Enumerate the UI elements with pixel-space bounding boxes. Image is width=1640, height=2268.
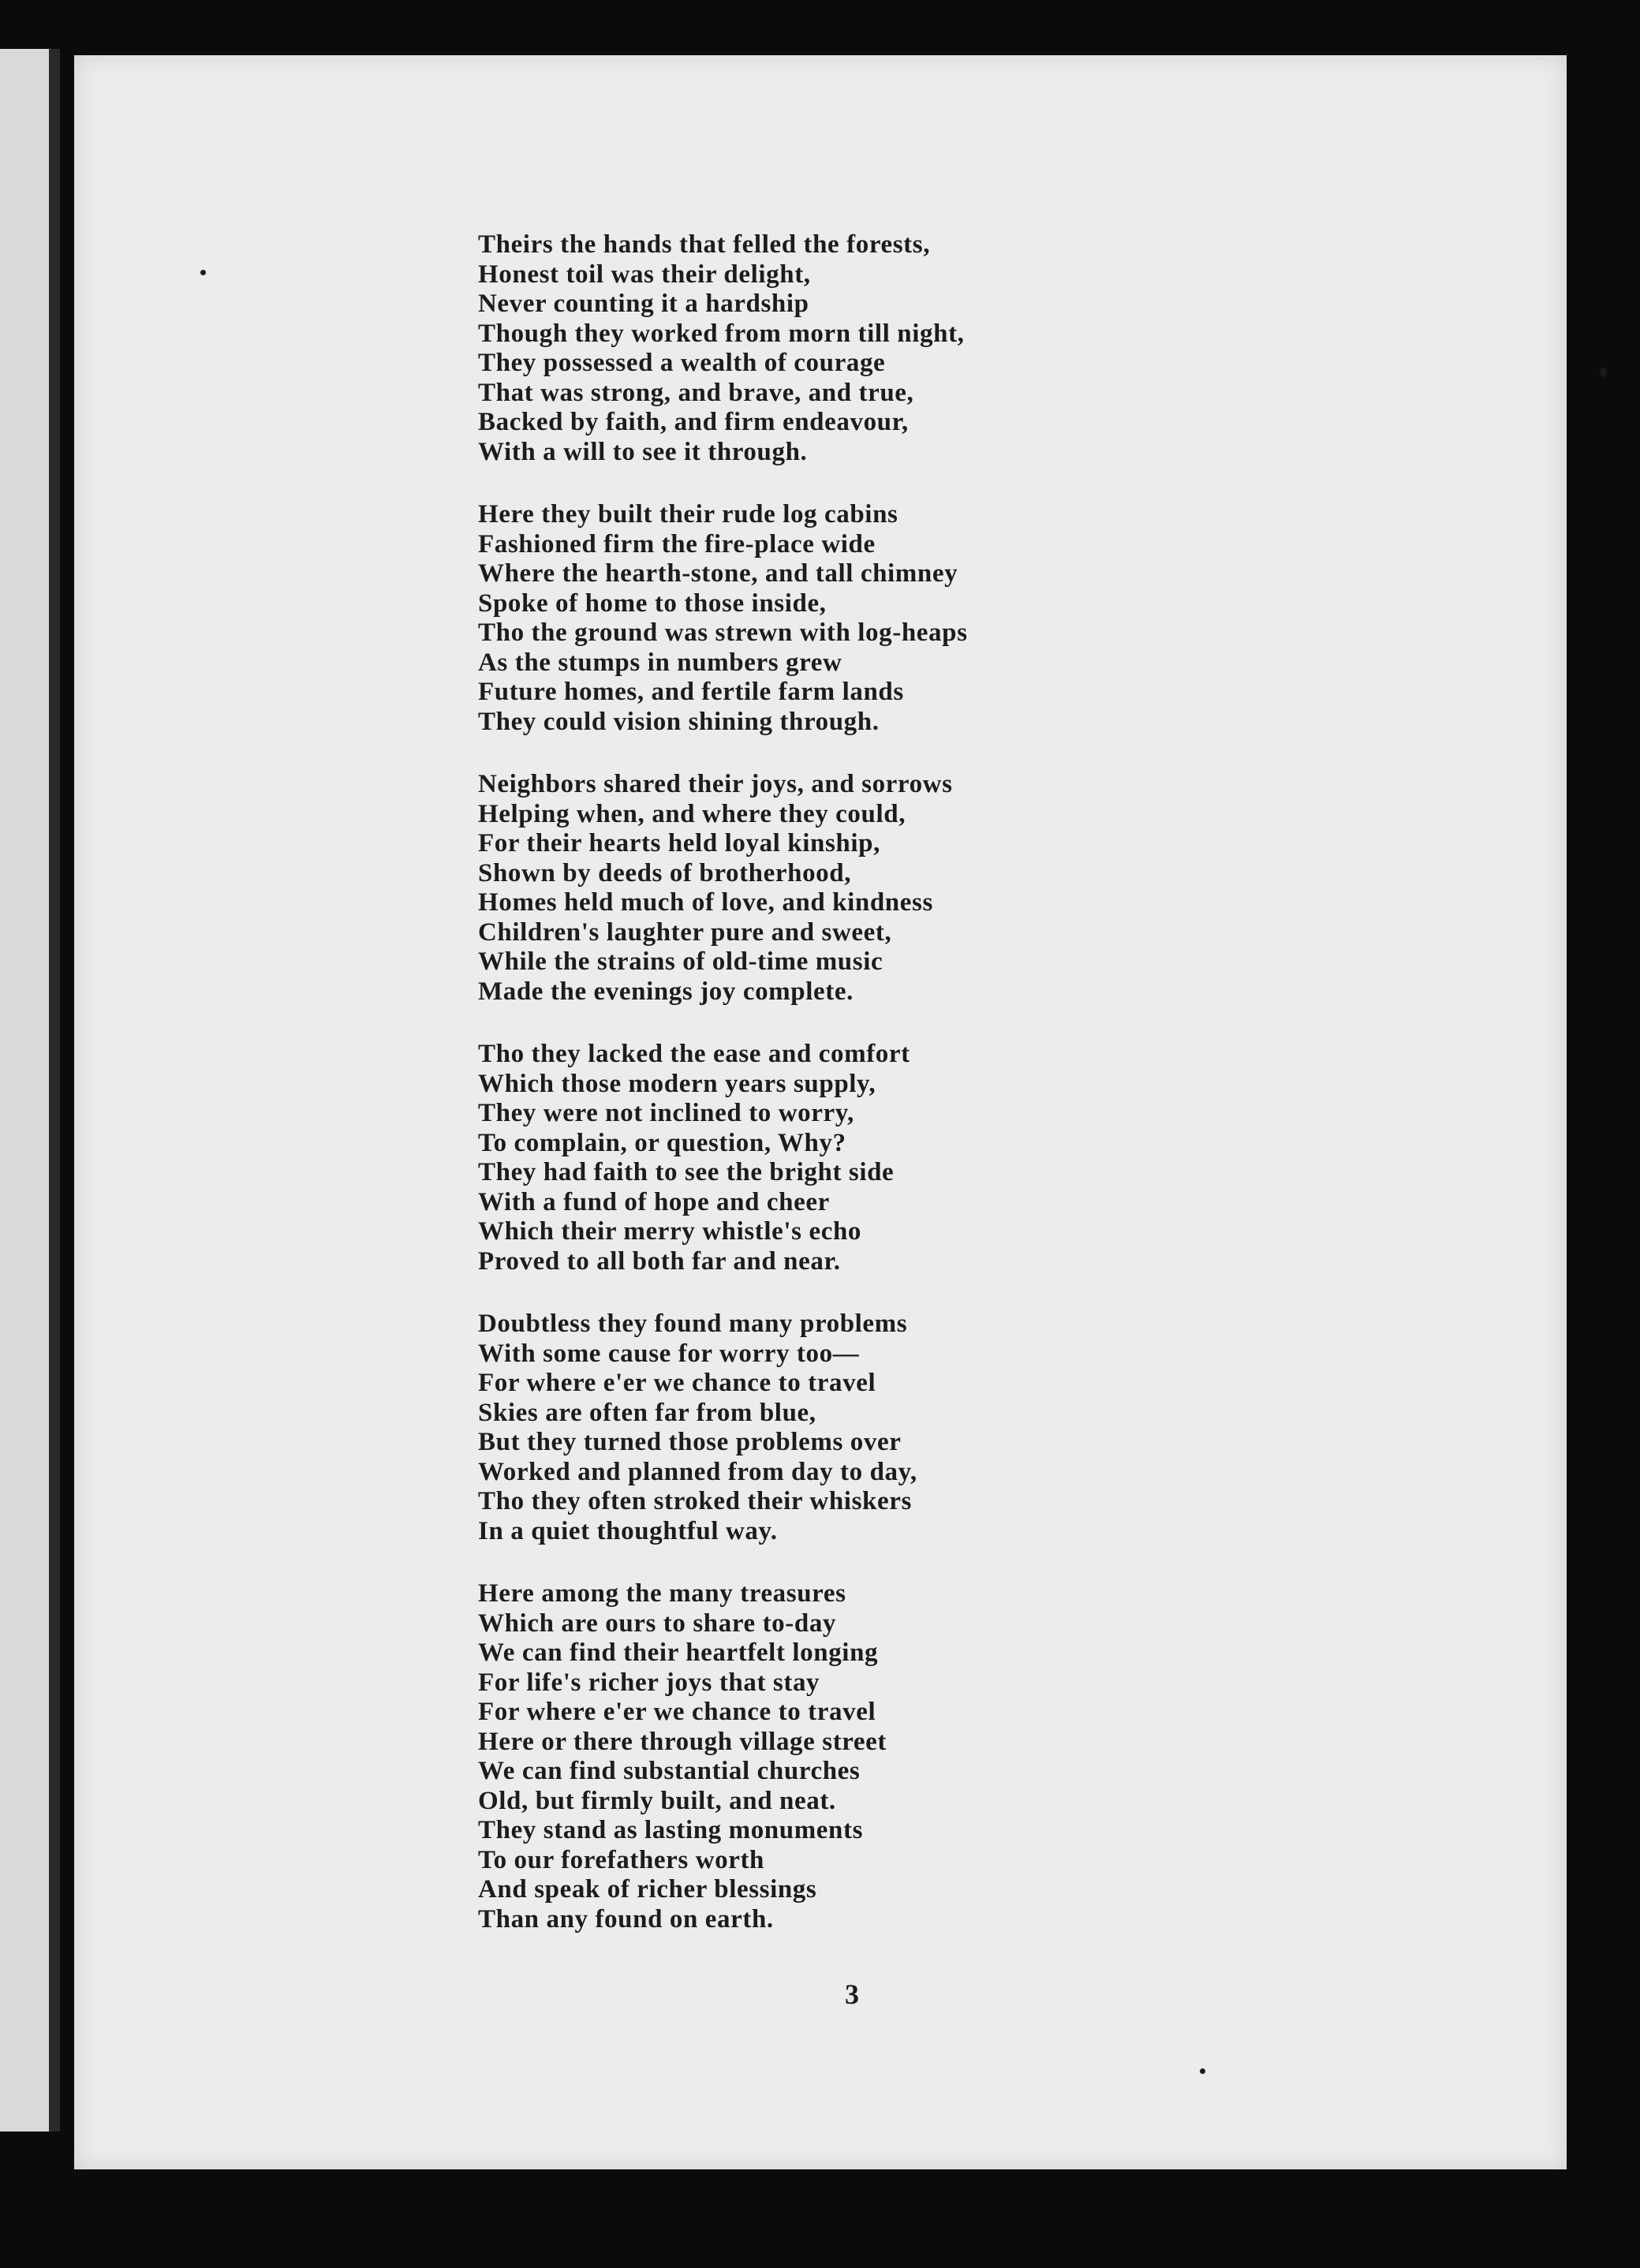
poem-line: Doubtless they found many problems [478, 1310, 908, 1338]
poem-line: To complain, or question, Why? [478, 1128, 846, 1157]
poem-line: With a will to see it through. [478, 437, 808, 466]
poem-line: Children's laughter pure and sweet, [478, 917, 892, 947]
poem-line: Which their merry whistle's echo [478, 1217, 862, 1246]
poem-line: With some cause for worry too— [478, 1339, 860, 1368]
poem-line: They had faith to see the bright side [478, 1158, 895, 1186]
stanza [478, 1310, 1298, 1546]
poem-line: While the strains of old-time music [478, 947, 884, 976]
poem-line: And speak of richer blessings [478, 1875, 817, 1904]
poem-line: We can find substantial churches [478, 1757, 861, 1785]
poem-line: That was strong, and brave, and true, [478, 378, 914, 407]
poem-line: Backed by faith, and firm endeavour, [478, 408, 909, 436]
poem-line: As the stumps in numbers grew [478, 648, 842, 677]
poem-line: They possessed a wealth of courage [478, 349, 886, 377]
poem-line: Than any found on earth. [478, 1904, 774, 1934]
poem-line: For where e'er we chance to travel [478, 1369, 876, 1397]
stanza [478, 1579, 1298, 1934]
stanza [478, 770, 1298, 1007]
poem-line: Where the hearth-stone, and tall chimney [478, 559, 958, 588]
poem-line: Neighbors shared their joys, and sorrows [478, 770, 953, 798]
stanza [478, 230, 1298, 467]
poem-line: Honest toil was their delight, [478, 260, 811, 289]
poem-line: For life's richer joys that stay [478, 1668, 820, 1697]
book-page [74, 55, 1567, 2169]
poem-line: They were not inclined to worry, [478, 1099, 854, 1127]
poem-line: Here or there through village street [478, 1727, 887, 1756]
poem-line: Which are ours to share to-day [478, 1609, 837, 1638]
poem-line: In a quiet thoughtful way. [478, 1516, 778, 1545]
poem-line: Tho they lacked the ease and comfort [478, 1040, 910, 1068]
poem-line: To our forefathers worth [478, 1845, 765, 1874]
stanza [478, 500, 1298, 737]
poem-line: Theirs the hands that felled the forests, [478, 230, 931, 259]
poem-line: But they turned those problems over [478, 1428, 902, 1456]
page-number: 3 [845, 1978, 859, 2010]
poem-line: Made the evenings joy complete. [478, 977, 854, 1006]
poem-line: Helping when, and where they could, [478, 799, 906, 828]
poem-line: Future homes, and fertile farm lands [478, 678, 904, 706]
poem-line: Tho the ground was strewn with log-heaps [478, 618, 968, 647]
stanza [478, 1040, 1298, 1276]
poem-line: Old, but firmly built, and neat. [478, 1786, 836, 1815]
poem-line: Homes held much of love, and kindness [478, 888, 933, 917]
dust-speck [200, 270, 206, 275]
dust-speck [1200, 2068, 1205, 2074]
poem-line: For their hearts held loyal kinship, [478, 829, 880, 858]
poem-line: Skies are often far from blue, [478, 1398, 816, 1427]
poem-line: Proved to all both far and near. [478, 1246, 841, 1276]
poem-line: For where e'er we chance to travel [478, 1698, 876, 1726]
poem-body [478, 230, 1298, 1967]
poem-line: Fashioned firm the fire-place wide [478, 529, 876, 559]
poem-line: Spoke of home to those inside, [478, 588, 827, 618]
poem-line: Shown by deeds of brotherhood, [478, 858, 852, 887]
poem-line: Though they worked from morn till night, [478, 319, 965, 348]
poem-line: Worked and planned from day to day, [478, 1457, 917, 1486]
dust-speck [1600, 368, 1607, 377]
poem-line: We can find their heartfelt longing [478, 1638, 879, 1667]
adjacent-page-edge [0, 49, 60, 2132]
poem-line: Here they built their rude log cabins [478, 500, 898, 529]
poem-line: Here among the many treasures [478, 1579, 846, 1608]
poem-line: Tho they often stroked their whiskers [478, 1487, 912, 1515]
poem-line: They could vision shining through. [478, 707, 880, 736]
poem-line: They stand as lasting monuments [478, 1816, 864, 1844]
poem-line: Which those modern years supply, [478, 1069, 876, 1098]
poem-line: Never counting it a hardship [478, 290, 809, 318]
poem-line: With a fund of hope and cheer [478, 1187, 830, 1216]
